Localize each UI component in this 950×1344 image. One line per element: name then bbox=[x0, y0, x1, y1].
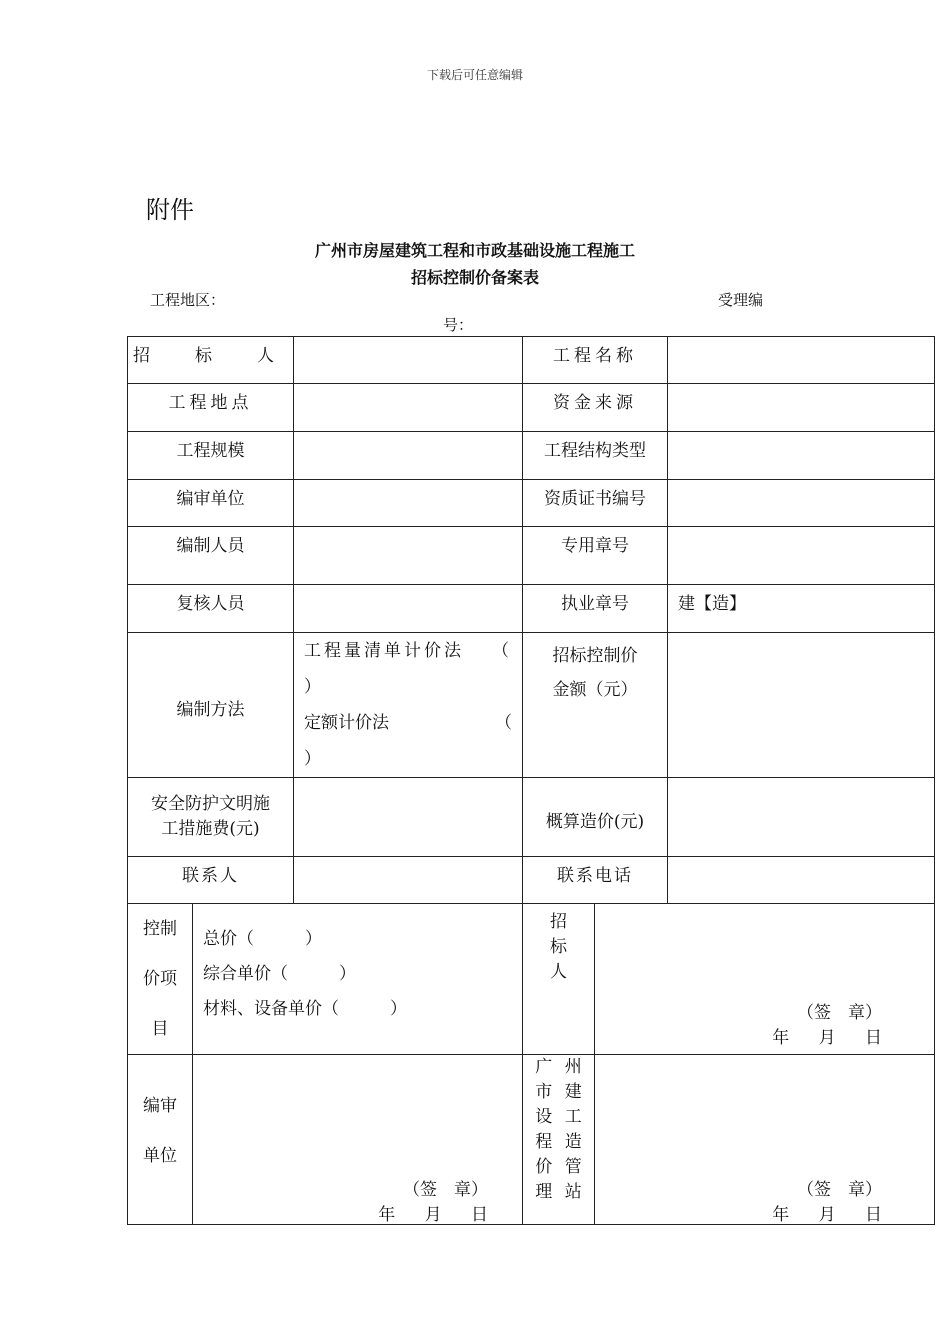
station-char: 广 bbox=[535, 1057, 553, 1077]
station-char: 造 bbox=[564, 1132, 582, 1152]
control-price-label-line1: 招标控制价 bbox=[552, 646, 638, 666]
compiler-field[interactable] bbox=[294, 527, 523, 585]
review-unit-sign-date: 年 月 日 bbox=[378, 1205, 488, 1225]
acceptance-number-label-cont: 号： bbox=[443, 316, 474, 334]
project-region-label: 工程地区： bbox=[150, 291, 226, 309]
project-name-field[interactable] bbox=[668, 337, 935, 384]
table-row bbox=[128, 1055, 935, 1225]
station-char: 管 bbox=[564, 1157, 582, 1177]
table-row bbox=[128, 633, 935, 778]
estimate-field[interactable] bbox=[668, 778, 935, 857]
project-site-field[interactable] bbox=[294, 384, 523, 432]
review-unit-sign-seal: （签 章） bbox=[403, 1180, 488, 1200]
table-row bbox=[128, 857, 935, 904]
fund-source-field[interactable] bbox=[668, 384, 935, 432]
practice-seal-value: 建【造】 bbox=[678, 594, 746, 614]
control-items-label-line2: 价项 bbox=[143, 969, 177, 989]
method-label: 编制方法 bbox=[128, 633, 294, 778]
control-price-label bbox=[523, 633, 668, 778]
acceptance-number-label: 受理编 bbox=[718, 291, 764, 309]
safety-fee-label bbox=[128, 778, 294, 857]
station-char: 站 bbox=[564, 1182, 582, 1202]
material-price-item[interactable]: 材料、设备单价（ ） bbox=[203, 999, 407, 1019]
bidder-label: 招 标 人 bbox=[128, 337, 294, 384]
safety-fee-label-line2: 工措施费(元) bbox=[161, 819, 260, 839]
contact-label: 联系人 bbox=[128, 857, 294, 904]
practice-seal-label: 执业章号 bbox=[523, 585, 668, 633]
total-price-item[interactable]: 总价（ ） bbox=[203, 929, 322, 949]
control-items-list bbox=[193, 904, 523, 1055]
bidder-sign-date: 年 月 日 bbox=[772, 1028, 882, 1048]
control-price-label-line2: 金额（元） bbox=[552, 680, 638, 700]
estimate-label: 概算造价(元) bbox=[523, 778, 668, 857]
cost-station-sign-seal: （签 章） bbox=[797, 1180, 882, 1200]
bidder-sign-label-line1: 招 bbox=[550, 912, 567, 932]
phone-label: 联系电话 bbox=[523, 857, 668, 904]
table-row bbox=[128, 527, 935, 585]
form-title-line1: 广州市房屋建筑工程和市政基础设施工程施工 bbox=[314, 241, 635, 260]
control-items-label-line1: 控制 bbox=[143, 919, 177, 939]
station-char: 价 bbox=[535, 1157, 553, 1177]
method-option-quota-pricing[interactable]: 定额计价法 bbox=[304, 713, 389, 733]
project-name-label: 工程名称 bbox=[523, 337, 668, 384]
safety-fee-label-line1: 安全防护文明施 bbox=[151, 794, 270, 814]
review-unit-signature-area[interactable] bbox=[193, 1055, 523, 1225]
cost-station-sign-date: 年 月 日 bbox=[772, 1205, 882, 1225]
table-row bbox=[128, 778, 935, 857]
unit-price-item[interactable]: 综合单价（ ） bbox=[203, 964, 356, 984]
contact-field[interactable] bbox=[294, 857, 523, 904]
phone-field[interactable] bbox=[668, 857, 935, 904]
cert-number-label: 资质证书编号 bbox=[523, 480, 668, 527]
station-char: 程 bbox=[535, 1132, 553, 1152]
review-unit-sign-label bbox=[128, 1055, 193, 1225]
form-title-line2: 招标控制价备案表 bbox=[410, 268, 539, 287]
cert-number-field[interactable] bbox=[668, 480, 935, 527]
control-price-field[interactable] bbox=[668, 633, 935, 778]
station-char: 市 bbox=[535, 1082, 553, 1102]
table-row bbox=[128, 904, 935, 1055]
bidder-sign-label bbox=[523, 904, 595, 1055]
structure-type-field[interactable] bbox=[668, 432, 935, 480]
station-char: 理 bbox=[535, 1182, 553, 1202]
cost-station-signature-area[interactable] bbox=[595, 1055, 935, 1225]
control-items-label-line3: 目 bbox=[151, 1019, 169, 1039]
method-option-list-pricing[interactable]: 工程量清单计价法 bbox=[304, 641, 464, 661]
method-option-quota-pricing-close: ） bbox=[304, 749, 321, 769]
table-row bbox=[128, 384, 935, 432]
compiler-label: 编制人员 bbox=[128, 527, 294, 585]
method-option-quota-pricing-paren[interactable]: （ bbox=[495, 713, 512, 733]
table-row bbox=[128, 585, 935, 633]
bidder-field[interactable] bbox=[294, 337, 523, 384]
method-option-list-pricing-paren[interactable]: （ bbox=[492, 641, 512, 661]
station-char: 建 bbox=[564, 1082, 582, 1102]
practice-seal-field[interactable] bbox=[668, 585, 935, 633]
review-unit-field[interactable] bbox=[294, 480, 523, 527]
reviewer-label: 复核人员 bbox=[128, 585, 294, 633]
special-seal-field[interactable] bbox=[668, 527, 935, 585]
table-row bbox=[128, 337, 935, 384]
fund-source-label: 资金来源 bbox=[523, 384, 668, 432]
table-row bbox=[128, 480, 935, 527]
project-scale-field[interactable] bbox=[294, 432, 523, 480]
table-row bbox=[128, 432, 935, 480]
project-site-label: 工程地点 bbox=[128, 384, 294, 432]
safety-fee-field[interactable] bbox=[294, 778, 523, 857]
bidder-sign-seal: （签 章） bbox=[797, 1003, 882, 1023]
reviewer-field[interactable] bbox=[294, 585, 523, 633]
control-items-label bbox=[128, 904, 193, 1055]
review-unit-sign-label-line2: 单位 bbox=[143, 1146, 177, 1166]
header-note: 下载后可任意编辑 bbox=[426, 68, 523, 82]
station-char: 州 bbox=[564, 1057, 582, 1077]
review-unit-sign-label-line1: 编审 bbox=[143, 1096, 177, 1116]
bidder-sign-label-line3: 人 bbox=[550, 962, 567, 982]
review-unit-label: 编审单位 bbox=[128, 480, 294, 527]
bidder-signature-area[interactable] bbox=[595, 904, 935, 1055]
project-scale-label: 工程规模 bbox=[128, 432, 294, 480]
attachment-label: 附件 bbox=[146, 196, 194, 224]
cost-station-label bbox=[523, 1055, 595, 1225]
station-char: 工 bbox=[564, 1107, 582, 1127]
method-option-list-pricing-close: ） bbox=[304, 677, 321, 697]
filing-form-table bbox=[127, 336, 935, 1225]
bidder-sign-label-line2: 标 bbox=[550, 937, 567, 957]
method-options bbox=[294, 633, 523, 778]
cost-station-label-grid bbox=[523, 1055, 594, 1205]
station-char: 设 bbox=[535, 1107, 553, 1127]
structure-type-label: 工程结构类型 bbox=[523, 432, 668, 480]
special-seal-label: 专用章号 bbox=[523, 527, 668, 585]
